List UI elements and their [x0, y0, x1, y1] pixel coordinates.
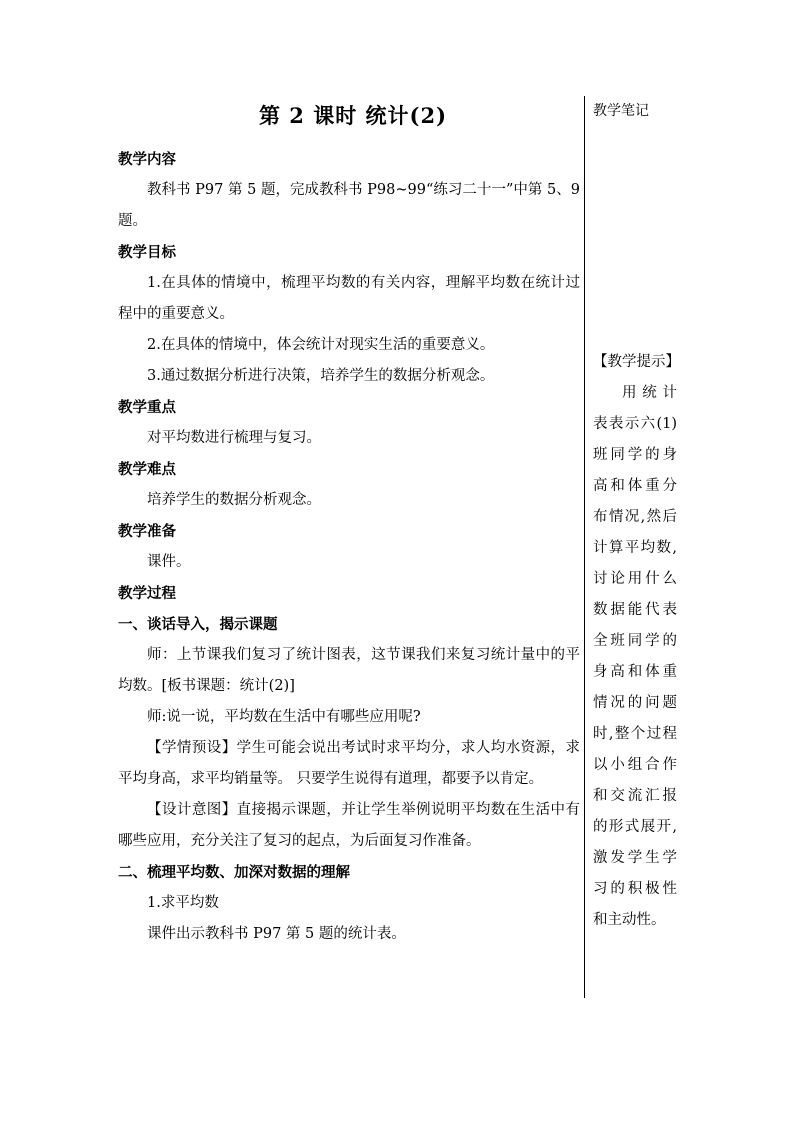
lesson-main-column — [118, 100, 580, 950]
tip-body: 用统计表表示六(1)班同学的身高和体重分布情况,然后计算平均数,讨论用什么数据能代表全班同学的身高和体重情况的问题时,整个过程以小组合作和交流汇报的形式展开,激发学生学习的积极性和主动性。 — [593, 385, 677, 928]
goal-2: 2.在具体的情境中，体会统计对现实生活的重要意义。 — [147, 337, 495, 353]
prep-text: 课件。 — [147, 554, 191, 570]
paragraph-2: 师:说一说，平均数在生活中有哪些应用呢? — [147, 709, 421, 725]
difficult-text: 培养学生的数据分析观念。 — [147, 492, 321, 508]
section-heading-prep: 教学准备 — [118, 523, 176, 540]
tip-title: 【教学提示】 — [593, 354, 680, 370]
column-divider — [584, 96, 585, 998]
teaching-tip — [593, 347, 680, 936]
section-heading-key: 教学重点 — [118, 399, 176, 416]
part1-heading: 一、谈话导入，揭示课题 — [118, 616, 278, 633]
notes-label: 教学笔记 — [593, 103, 649, 119]
section-heading-content: 教学内容 — [118, 151, 176, 168]
section-heading-goals: 教学目标 — [118, 244, 176, 261]
key-text: 对平均数进行梳理与复习。 — [147, 430, 321, 446]
paragraph-5: 1.求平均数 — [147, 895, 219, 911]
notes-sidebar — [593, 100, 680, 936]
paragraph-3: 【学情预设】学生可能会说出考试时求平均分，求人均水资源，求平均身高，求平均销量等。 只要学生说得有道理，都要予以肯定。 — [118, 740, 580, 787]
part2-heading: 二、梳理平均数、加深对数据的理解 — [118, 864, 350, 881]
goal-1: 1.在具体的情境中，梳理平均数的有关内容，理解平均数在统计过程中的重要意义。 — [118, 275, 580, 322]
paragraph-6: 课件出示教科书 P97 第 5 题的统计表。 — [147, 926, 406, 942]
paragraph-4: 【设计意图】直接揭示课题，并让学生举例说明平均数在生活中有哪些应用，充分关注了复习的起点，为后面复习作准备。 — [118, 802, 580, 849]
paragraph-1: 师：上节课我们复习了统计图表，这节课我们来复习统计量中的平均数。[板书课题：统计(2)] — [118, 647, 580, 694]
section-heading-process: 教学过程 — [118, 585, 176, 602]
content-text: 教科书 P97 第 5 题，完成教科书 P98~99“练习二十一”中第 5、9 题。 — [118, 182, 580, 229]
page-title: 第 2 课时 统计(2) — [258, 103, 448, 128]
goal-3: 3.通过数据分析进行决策，培养学生的数据分析观念。 — [147, 368, 495, 384]
section-heading-difficult: 教学难点 — [118, 461, 176, 478]
